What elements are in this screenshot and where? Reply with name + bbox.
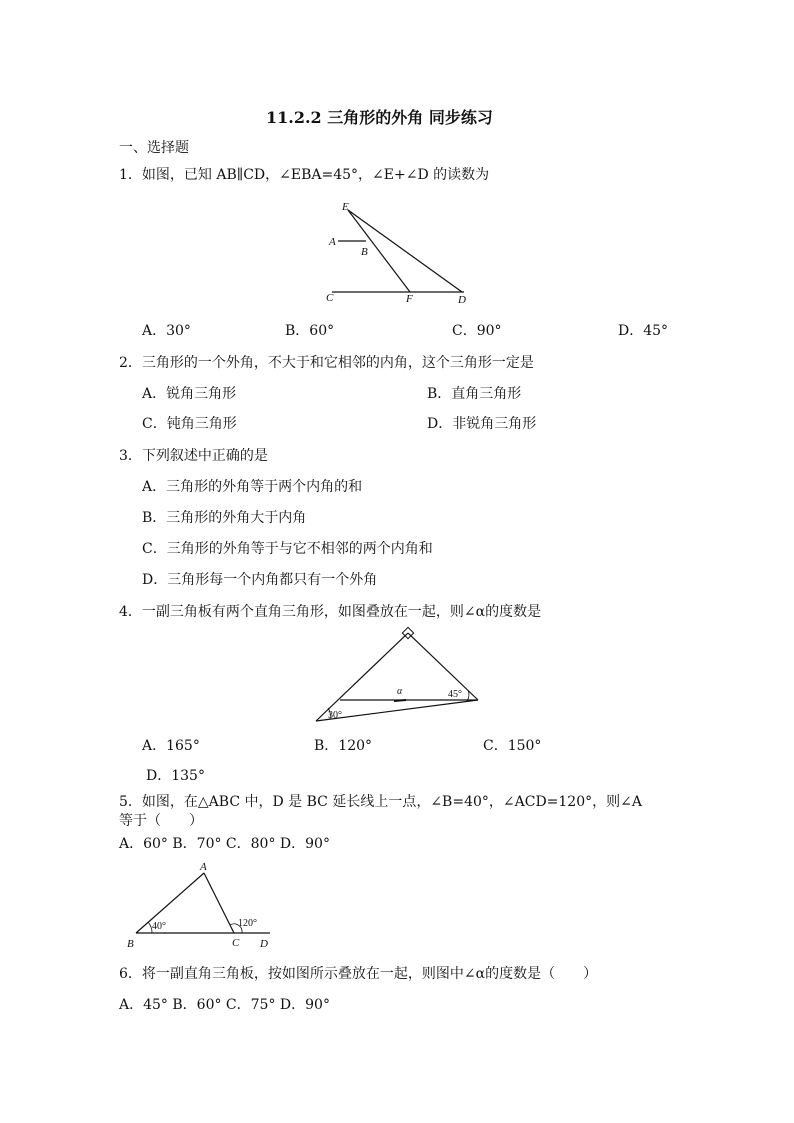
label-30: 30° bbox=[328, 710, 342, 721]
question-3-stem: 3．下列叙述中正确的是 bbox=[119, 448, 268, 464]
label-D: D bbox=[458, 294, 466, 306]
label-C: C bbox=[232, 937, 240, 949]
question-4-figure bbox=[310, 628, 485, 728]
label-120: 120° bbox=[238, 918, 257, 929]
question-4-stem: 4．一副三角板有两个直角三角形，如图叠放在一起，则∠α的度数是 bbox=[119, 604, 542, 620]
q2-option-c: C．钝角三角形 bbox=[142, 416, 237, 432]
q6-options: A．45° B．60° C．75° D．90° bbox=[119, 997, 330, 1013]
label-C: C bbox=[326, 292, 334, 304]
q5-options: A．60° B．70° C．80° D．90° bbox=[119, 836, 330, 852]
q4-option-a: A．165° bbox=[142, 738, 200, 754]
label-A: A bbox=[200, 861, 207, 873]
q1-option-c: C．90° bbox=[452, 323, 502, 339]
label-B: B bbox=[127, 938, 134, 950]
section-heading: 一、选择题 bbox=[119, 140, 189, 156]
question-5-stem-line2: 等于（ ） bbox=[119, 813, 203, 829]
question-2-stem: 2．三角形的一个外角，不大于和它相邻的内角，这个三角形一定是 bbox=[119, 355, 534, 371]
q3-option-a: A．三角形的外角等于两个内角的和 bbox=[142, 479, 363, 495]
q1-option-a: A．30° bbox=[142, 323, 191, 339]
question-1-stem: 1．如图，已知 AB∥CD，∠EBA=45°，∠E+∠D 的读数为 bbox=[119, 167, 490, 183]
label-B: B bbox=[361, 246, 368, 258]
label-40: 40° bbox=[152, 921, 166, 932]
label-45: 45° bbox=[448, 689, 462, 700]
q1-option-d: D．45° bbox=[618, 323, 669, 339]
q2-option-d: D．非锐角三角形 bbox=[427, 416, 537, 432]
q2-option-a: A．锐角三角形 bbox=[142, 386, 237, 402]
label-alpha: α bbox=[397, 686, 403, 697]
q3-option-c: C．三角形的外角等于与它不相邻的两个内角和 bbox=[142, 541, 433, 557]
page-title: 11.2.2 三角形的外角 同步练习 bbox=[266, 108, 493, 127]
q4-option-c: C．150° bbox=[483, 738, 542, 754]
q2-option-b: B．直角三角形 bbox=[427, 386, 522, 402]
question-5-stem-line1: 5．如图，在△ABC 中，D 是 BC 延长线上一点，∠B=40°，∠ACD=120°，则∠A bbox=[119, 794, 642, 810]
label-D: D bbox=[260, 938, 268, 950]
q1-option-b: B．60° bbox=[285, 323, 335, 339]
q3-option-b: B．三角形的外角大于内角 bbox=[142, 510, 307, 526]
label-F: F bbox=[406, 293, 413, 305]
q4-option-b: B．120° bbox=[314, 738, 373, 754]
question-6-stem: 6．将一副直角三角板，按如图所示叠放在一起，则图中∠α的度数是（ ） bbox=[119, 966, 598, 982]
question-5-figure bbox=[122, 858, 282, 950]
label-E: E bbox=[342, 201, 349, 213]
question-1-figure bbox=[324, 198, 474, 308]
q3-option-d: D．三角形每一个内角都只有一个外角 bbox=[142, 572, 378, 588]
q4-option-d: D．135° bbox=[146, 768, 205, 784]
label-A: A bbox=[329, 236, 336, 248]
